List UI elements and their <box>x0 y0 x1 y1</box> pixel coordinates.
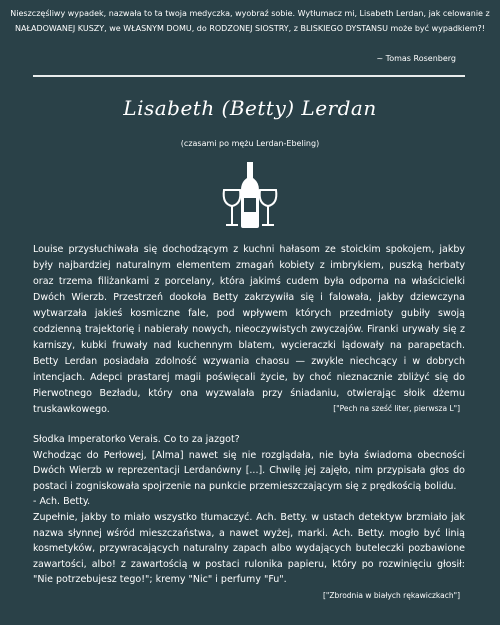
excerpt-line: Wchodząc do Perłowej, [Alma] nawet się nie rozglądała, nie była świadoma obecności Dwóch Wierzb w reprezentacji Lerdanówny [...]. Chwilę jej zajęło, nim przypisała głos do postaci i zogniskowała spojrzenie na punkcie przemieszczającym się z prędkością bolidu. <box>33 449 465 492</box>
character-alt-name: (czasami po mężu Lerdan-Ebeling) <box>180 139 320 148</box>
story-excerpt-1: Louise przysłuchiwała się dochodzącym z kuchni hałasom ze stoickim spokojem, jakby były najbardziej naturalnym elementem zmagań kobiety z imbrykiem, puszką herbaty oraz trzema filiżankami z porcelany, która jakimś cudem była odporna na właścicielki Dwóch Wierzb. Przestrzeń dookoła Betty zakrzywiła się i falowała, jakby dziewczyna wytwarzała jakieś kosmiczne fale, pod wpływem których przedmioty gubiły swoją codzienną trajektorię i nabierały nowych, nieoczywistych zwyczajów. Firanki urywały się z karniszy, kubki fruwały nad kuchennym blatem, wycieraczki lądowały na parapetach. Betty Lerdan posiadała zdolność wzywania chaosu — zwykle niechcący i w dobrych intencjach. Adepci prastarej magii poświęcali życie, by choć nieznacznie zbliżyć się do Pierwotnego Bezładu, który ona wyzwalała przy śniadaniu, otwierając słoik dżemu truskawkowego. <box>33 244 465 415</box>
excerpt-line: - Ach. Betty. <box>33 496 91 508</box>
epigraph-author: ~ Tomas Rosenberg <box>376 54 456 63</box>
excerpt-source-2: ["Zbrodnia w białych rękawiczkach"] <box>323 591 460 600</box>
story-excerpt-2 <box>33 432 465 588</box>
excerpt-line: Zupełnie, jakby to miało wszystko tłumaczyć. Ach. Betty. w ustach detektyw brzmiało jak nazwa słynnej wśród mieszczaństwa, a nawet wyżej, marki. Ach. Betty. mogło być linią kosmetyków, przywracających naturalny zapach albo wydających buteleczki pozbawione zawartości, albo! z zawartością w postaci rulonika papieru, który po rozwinięciu głosił: "Nie potrzebujesz tego!"; kremy "Nic" i perfumy "Fu". <box>33 511 465 586</box>
excerpt-source-1: ["Pech na sześć liter, pierwsza L"] <box>333 404 460 413</box>
epigraph-quote: Nieszczęśliwy wypadek, nazwała to ta twoja medyczka, wyobraź sobie. Wytłumacz mi, Lisabeth Lerdan, jak celowanie z NAŁADOWANEJ KUSZY, we WŁASNYM DOMU, do RODZONEJ SIOSTRY, z BLISKIEGO DYSTANSU może być wypadkiem?! <box>10 9 490 33</box>
divider <box>33 75 465 77</box>
character-name: Lisabeth (Betty) Lerdan <box>123 96 377 120</box>
wine-bottle-glasses-icon <box>218 160 282 236</box>
excerpt-line: Słodka Imperatorko Verais. Co to za jazgot? <box>33 434 240 445</box>
